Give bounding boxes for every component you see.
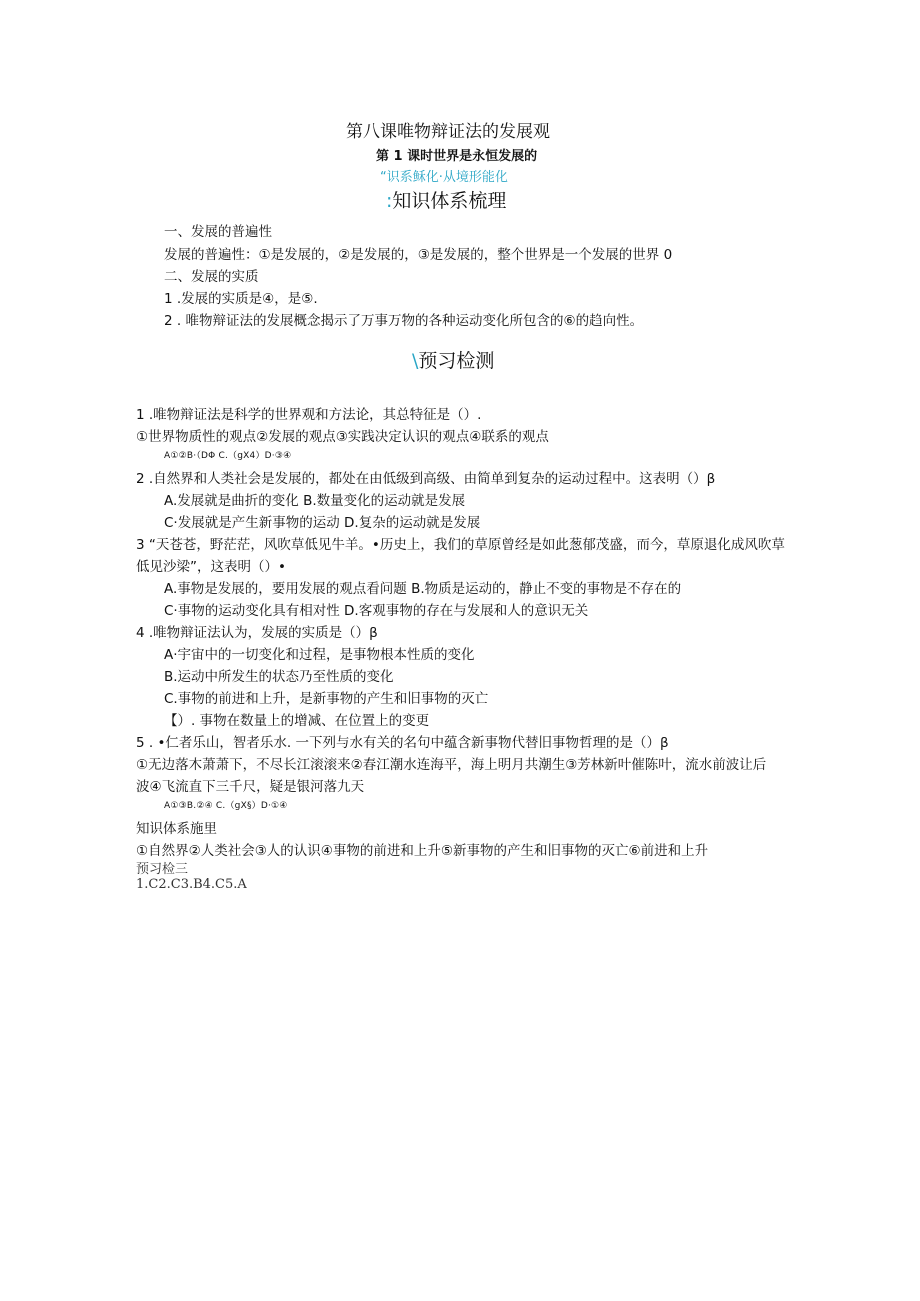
section1-heading xyxy=(386,186,506,213)
question-line: A.发展就是曲折的变化 B.数量变化的运动就是发展 xyxy=(164,493,466,509)
question-line: ①世界物质性的观点②发展的观点③实践决定认识的观点④联系的观点 xyxy=(136,429,549,445)
section1-line: 二、发展的实质 xyxy=(164,269,259,285)
question-line: 5 . •仁者乐山，智者乐水. 一下列与水有关的名句中蕴含新事物代替旧事物哲理的是（）β xyxy=(136,735,669,751)
answers-heading: 知识体系施里 xyxy=(136,821,217,837)
section2-heading-text: 预习检测 xyxy=(418,350,495,372)
question-line: C·事物的运动变化具有相对性 D.客观事物的存在与发展和人的意识无关 xyxy=(164,603,589,619)
question-options: A①③B.②④ C.（gX§）D·①④ xyxy=(164,801,288,811)
question-line: 波④飞流直下三千尺，疑是银河落九天 xyxy=(136,779,365,795)
check-answers: 1.C2.C3.B4.C5.A xyxy=(136,877,247,892)
question-line: ①无边落木萧萧下，不尽长江滚滚来②春江潮水连海平，海上明月共潮生③芳林新叶催陈叶，流水前波让后 xyxy=(136,757,767,773)
section1-heading-text: 知识体系梳理 xyxy=(392,190,507,212)
banner-text: “识系稣化·从境形能化 xyxy=(380,170,508,185)
question-line: 2 .自然界和人类社会是发展的，都处在由低级到高级、由简单到复杂的运动过程中。这表明（）β xyxy=(136,471,716,487)
section1-line: 一、发展的普遍性 xyxy=(164,224,272,240)
question-line: C.事物的前进和上升，是新事物的产生和旧事物的灭亡 xyxy=(164,691,489,707)
question-line: 3 “天苍苍，野茫茫，风吹草低见牛羊。•历史上，我们的草原曾经是如此葱郁茂盛，而今，草原退化成风吹草 xyxy=(136,537,785,553)
question-line: A.事物是发展的，要用发展的观点看问题 B.物质是运动的，静止不变的事物是不存在的 xyxy=(164,581,682,597)
question-line: B.运动中所发生的状态乃至性质的变化 xyxy=(164,669,394,685)
section1-line: 1 .发展的实质是④，是⑤. xyxy=(164,291,318,307)
section1-line: 发展的普遍性：①是发展的，②是发展的，③是发展的，整个世界是一个发展的世界 0 xyxy=(164,247,673,263)
answers-text: ①自然界②人类社会③人的认识④事物的前进和上升⑤新事物的产生和旧事物的灭亡⑥前进和上升 xyxy=(136,843,709,859)
section1-mark: : xyxy=(386,190,393,212)
check-heading: 预习检三 xyxy=(136,862,189,877)
question-line: 【）. 事物在数量上的增减、在位置上的变更 xyxy=(164,713,430,729)
section2-heading xyxy=(412,346,494,373)
question-line: A·宇宙中的一切变化和过程，是事物根本性质的变化 xyxy=(164,647,475,663)
page-subtitle: 第 1 课时世界是永恒发展的 xyxy=(376,149,538,164)
question-line: 1 .唯物辩证法是科学的世界观和方法论，其总特征是（）. xyxy=(136,407,482,423)
section2-mark: \ xyxy=(412,350,419,372)
question-options: A①②B·（DΦ C.（gX4）D·③④ xyxy=(164,451,292,461)
question-line: 4 .唯物辩证法认为，发展的实质是（）β xyxy=(136,625,378,641)
page-title: 第八课唯物辩证法的发展观 xyxy=(346,122,550,142)
question-line: C·发展就是产生新事物的运动 D.复杂的运动就是发展 xyxy=(164,515,481,531)
section1-line: 2 . 唯物辩证法的发展概念揭示了万事万物的各种运动变化所包含的⑥的趋向性。 xyxy=(164,313,644,329)
question-line: 低见沙梁”，这表明（）• xyxy=(136,559,286,575)
